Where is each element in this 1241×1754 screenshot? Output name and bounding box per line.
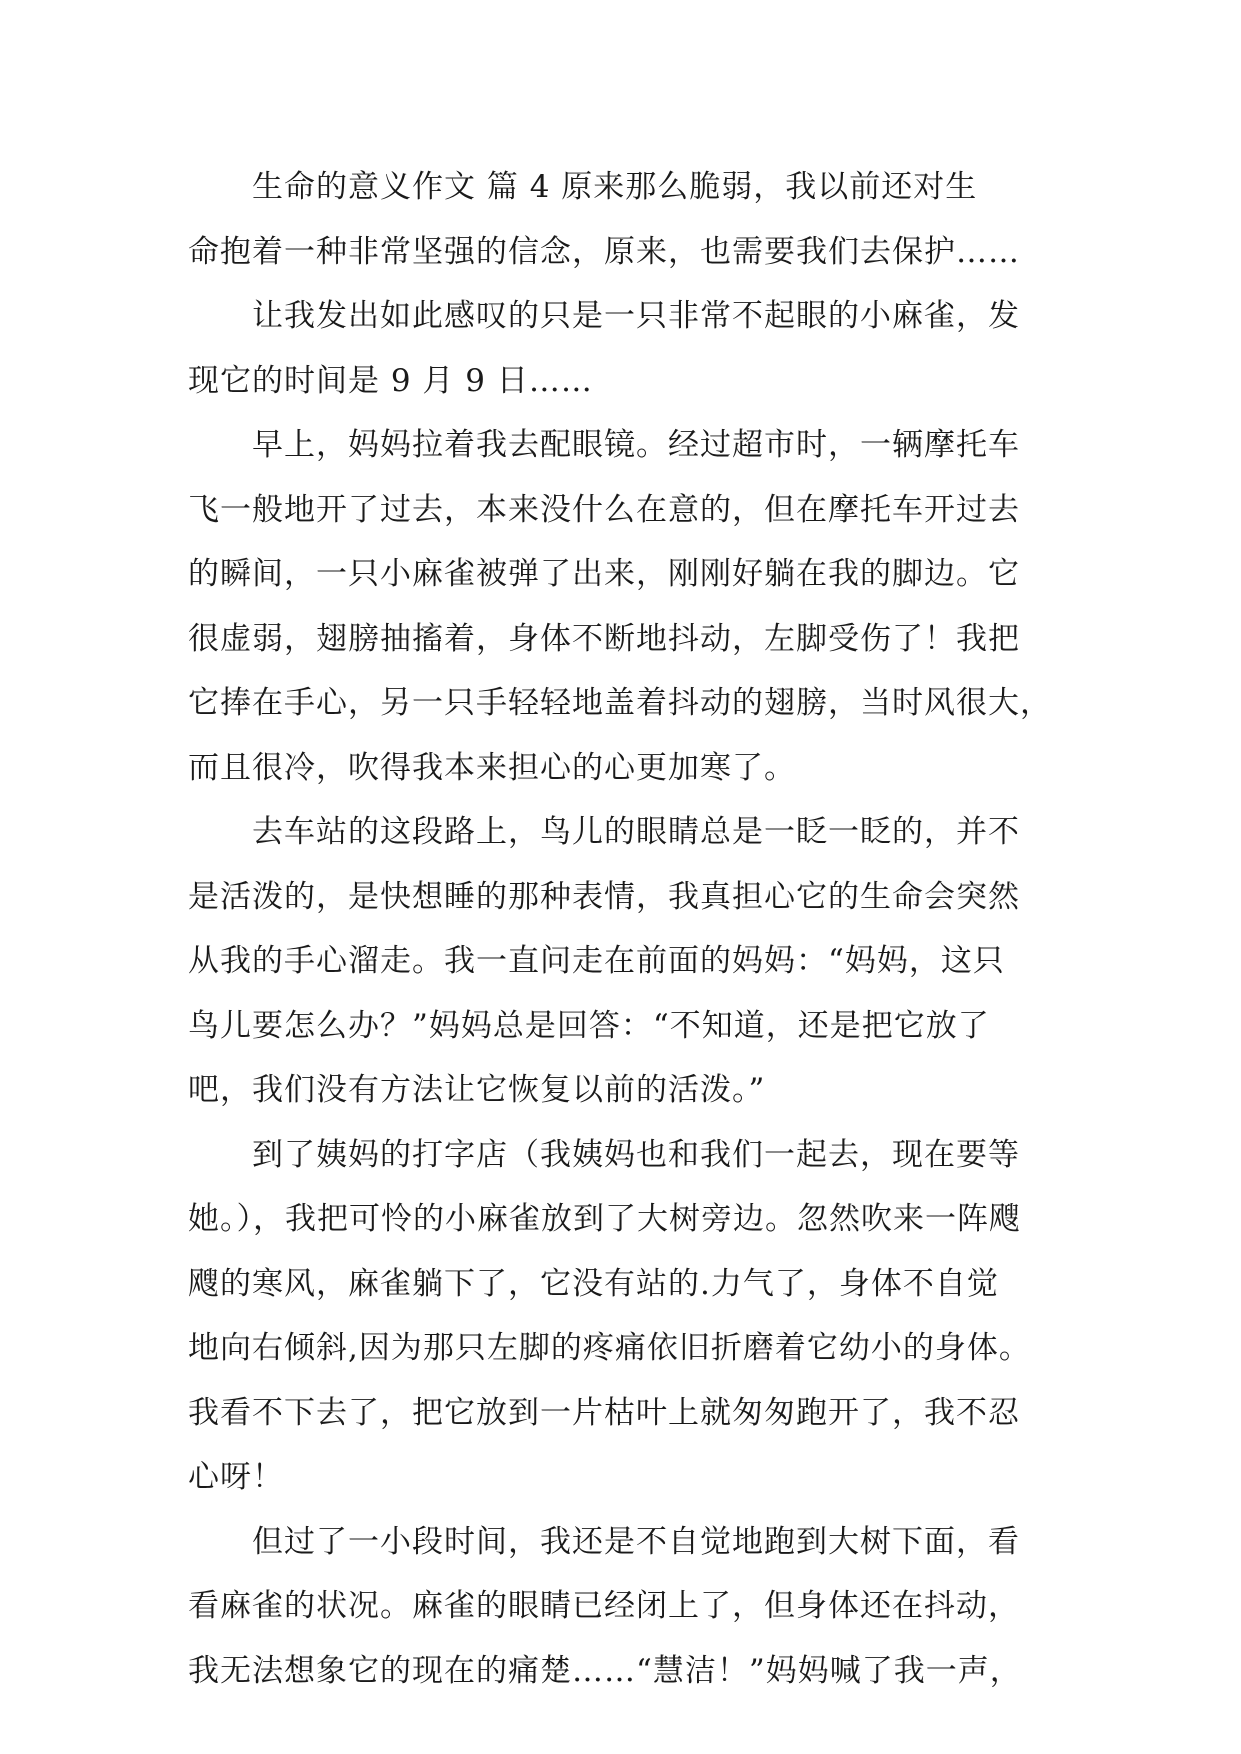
text-line: 鸟儿要怎么办？”妈妈总是回答：“不知道，还是把它放了 — [188, 1007, 990, 1044]
text-line: 很虚弱，翅膀抽搐着，身体不断地抖动，左脚受伤了！我把 — [188, 620, 1020, 657]
text-line: 是活泼的，是快想睡的那种表情，我真担心它的生命会突然 — [188, 878, 1020, 915]
text-line: 吧，我们没有方法让它恢复以前的活泼。” — [188, 1072, 766, 1108]
text-line: 我看不下去了，把它放到一片枯叶上就匆匆跑开了，我不忍 — [188, 1394, 1020, 1431]
text-line: 地向右倾斜,因为那只左脚的疼痛依旧折磨着它幼小的身体。 — [188, 1330, 1031, 1366]
text-line: 早上，妈妈拉着我去配眼镜。经过超市时，一辆摩托车 — [252, 427, 1020, 463]
text-line: 让我发出如此感叹的只是一只非常不起眼的小麻雀，发 — [252, 298, 1020, 334]
text-line: 的瞬间，一只小麻雀被弹了出来，刚刚好躺在我的脚边。它 — [188, 556, 1020, 592]
text-line: 命抱着一种非常坚强的信念，原来，也需要我们去保护…… — [188, 233, 1020, 270]
text-line: 生命的意义作文 篇 4 原来那么脆弱，我以前还对生 — [252, 169, 978, 205]
text-line: 看麻雀的状况。麻雀的眼睛已经闭上了，但身体还在抖动， — [188, 1588, 1020, 1624]
text-line: 我无法想象它的现在的痛楚……“慧洁！”妈妈喊了我一声， — [188, 1652, 1022, 1689]
text-line: 飕的寒风，麻雀躺下了，它没有站的.力气了，身体不自觉 — [188, 1265, 999, 1302]
text-line: 而且很冷，吹得我本来担心的心更加寒了。 — [188, 749, 796, 786]
text-line: 它捧在手心，另一只手轻轻地盖着抖动的翅膀，当时风很大， — [188, 685, 1052, 721]
text-line: 飞一般地开了过去，本来没什么在意的，但在摩托车开过去 — [188, 491, 1020, 528]
essay-body — [188, 155, 1053, 1703]
text-line: 心呀！ — [188, 1459, 284, 1495]
text-line: 到了姨妈的打字店（我姨妈也和我们一起去，现在要等 — [252, 1136, 1020, 1173]
text-line: 去车站的这段路上，鸟儿的眼睛总是一眨一眨的，并不 — [252, 814, 1020, 850]
text-line: 现它的时间是 9 月 9 日…… — [188, 362, 593, 399]
text-line: 但过了一小段时间，我还是不自觉地跑到大树下面，看 — [252, 1523, 1020, 1560]
text-line: 她。），我把可怜的小麻雀放到了大树旁边。忽然吹来一阵飕 — [188, 1201, 1021, 1237]
text-line: 从我的手心溜走。我一直问走在前面的妈妈：“妈妈，这只 — [188, 943, 1005, 979]
